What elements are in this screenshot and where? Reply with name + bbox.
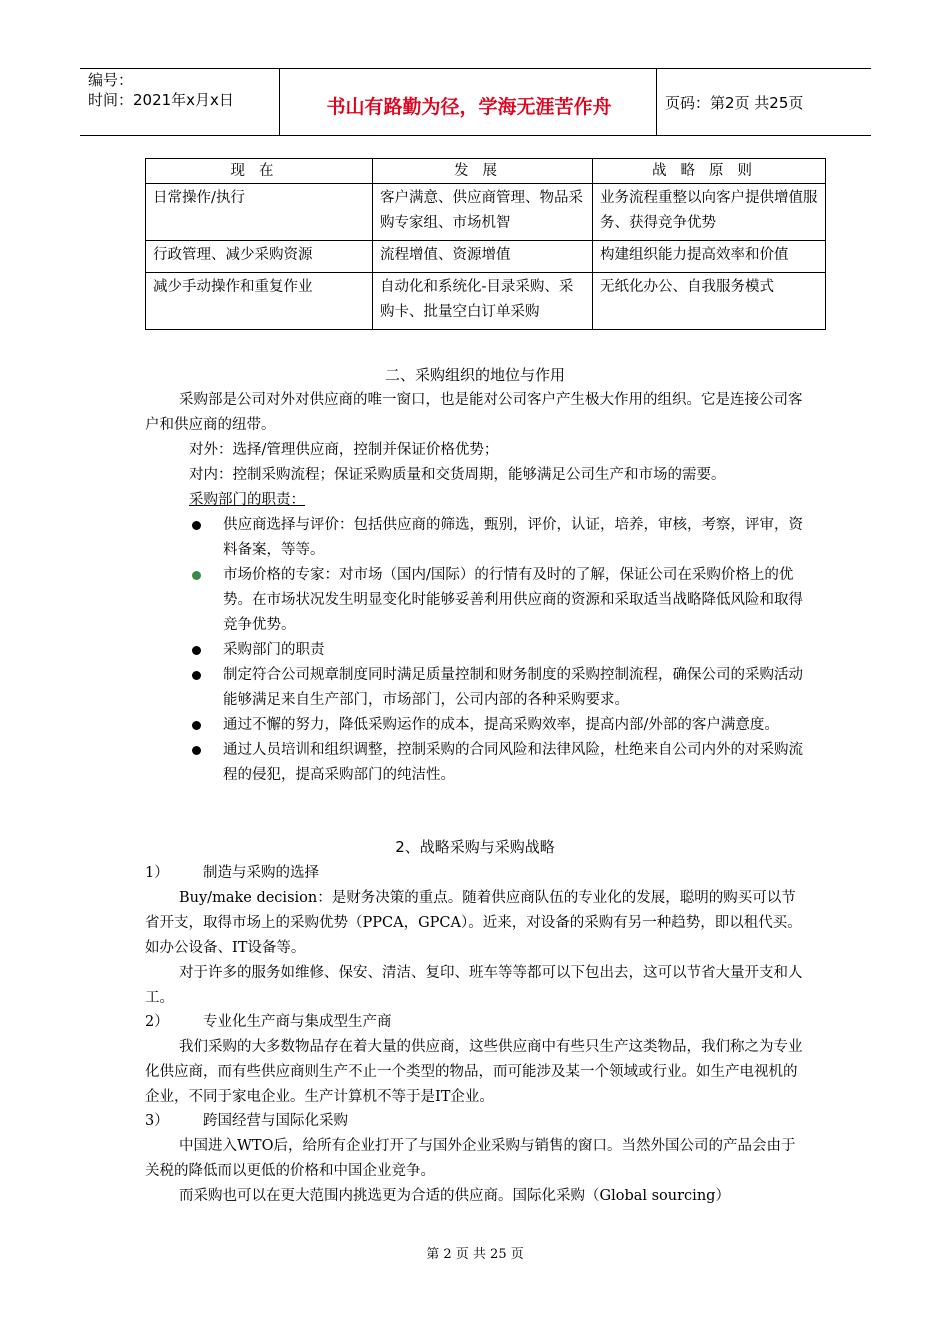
table-header-cell: 现在 xyxy=(146,159,373,184)
item3-title: 跨国经营与国际化采购 xyxy=(203,1113,348,1129)
table-cell: 业务流程重整以向客户提供增值服务、获得竞争优势 xyxy=(593,184,826,241)
table-row xyxy=(146,241,826,273)
item3-paragraph-2: 而采购也可以在更大范围内挑选更为合适的供应商。国际化采购（Global sourcing） xyxy=(179,1188,730,1204)
item1-paragraph-2: 对于许多的服务如维修、保安、清洁、复印、班车等等都可以下包出去，这可以节省大量开支和人工。 xyxy=(145,965,803,1006)
bullet-icon xyxy=(192,521,201,530)
item2-number: 2） xyxy=(145,1014,169,1030)
external-duty-line: 对外：选择/管理供应商，控制并保证价格优势； xyxy=(189,442,499,458)
item2-heading xyxy=(145,1011,392,1033)
table-header-row xyxy=(146,159,826,184)
table-row xyxy=(146,184,826,241)
table-row xyxy=(146,273,826,330)
list-item-text: 制定符合公司规章制度同时满足质量控制和财务制度的采购控制流程，确保公司的采购活动能够满足来自生产部门，市场部门，公司内部的各种采购要求。 xyxy=(223,667,803,708)
header-divider-right xyxy=(656,68,657,136)
item2-title: 专业化生产商与集成型生产商 xyxy=(203,1014,392,1030)
header-top-rule xyxy=(80,68,871,69)
table-cell: 流程增值、资源增值 xyxy=(373,241,593,273)
section-title: 二、采购组织的地位与作用 xyxy=(384,366,565,384)
section-intro: 采购部是公司对外对供应商的唯一窗口，也是能对公司客户产生极大作用的组织。它是连接公司客户和供应商的纽带。 xyxy=(145,392,803,433)
table-cell: 行政管理、减少采购资源 xyxy=(146,241,373,273)
list-item-text: 采购部门的职责 xyxy=(223,642,325,658)
list-item xyxy=(145,713,807,738)
item3-paragraph: 中国进入WTO后，给所有企业打开了与国外企业采购与销售的窗口。当然外国公司的产品会由于关税的降低而以更低的价格和中国企业竞争。 xyxy=(145,1138,796,1179)
doc-number-label: 编号： xyxy=(88,71,134,89)
bullet-icon xyxy=(192,646,201,655)
item1-paragraph: Buy/make decision：是财务决策的重点。随着供应商队伍的专业化的发展，聪明的购买可以节省开支，取得市场上的采购优势（PPCA，GPCA）。近来，对设备的采购有另一种趋势，即以租代买。如办公设备、IT设备等。 xyxy=(145,890,802,956)
table-header-cell: 发展 xyxy=(373,159,593,184)
list-item-text: 通过人员培训和组织调整，控制采购的合同风险和法律风险，杜绝来自公司内外的对采购流程的侵犯，提高采购部门的纯洁性。 xyxy=(223,742,803,783)
table-cell: 减少手动操作和重复作业 xyxy=(146,273,373,330)
doc-date-label: 时间：2021年x月x日 xyxy=(88,91,234,109)
table-cell: 客户满意、供应商管理、物品采购专家组、市场机智 xyxy=(373,184,593,241)
list-item xyxy=(145,663,807,713)
subsection-title: 2、战略采购与采购战略 xyxy=(395,838,555,856)
list-item-text: 供应商选择与评价：包括供应商的筛选，甄别，评价，认证，培养，审核，考察，评审，资料备案，等等。 xyxy=(223,517,803,558)
internal-duty-line: 对内：控制采购流程；保证采购质量和交货周期，能够满足公司生产和市场的需要。 xyxy=(189,467,726,483)
table-cell: 无纸化办公、自我服务模式 xyxy=(593,273,826,330)
header-divider-left xyxy=(279,68,280,136)
page-number-label: 页码：第2页 共25页 xyxy=(665,94,804,112)
duties-list xyxy=(145,513,807,788)
bullet-icon xyxy=(192,671,201,680)
table-cell: 日常操作/执行 xyxy=(146,184,373,241)
duties-label: 采购部门的职责： xyxy=(189,492,305,508)
list-item-text: 市场价格的专家：对市场（国内/国际）的行情有及时的了解，保证公司在采购价格上的优势。在市场状况发生明显变化时能够妥善利用供应商的资源和采取适当战略降低风险和取得竞争优势。 xyxy=(223,567,803,633)
bullet-icon xyxy=(192,746,201,755)
table-cell: 构建组织能力提高效率和价值 xyxy=(593,241,826,273)
table-cell: 自动化和系统化-目录采购、采购卡、批量空白订单采购 xyxy=(373,273,593,330)
list-item xyxy=(145,638,807,663)
bullet-icon xyxy=(192,571,201,580)
list-item xyxy=(145,738,807,788)
item2-paragraph: 我们采购的大多数物品存在着大量的供应商，这些供应商中有些只生产这类物品，我们称之为专业化供应商，而有些供应商则生产不止一个类型的物品，而可能涉及某一个领域或行业。如生产电视机的企业，不同于家电企业。生产计算机不等于是IT企业。 xyxy=(145,1039,803,1105)
item3-heading xyxy=(145,1110,348,1132)
table-header-cell: 战略原则 xyxy=(593,159,826,184)
item3-number: 3） xyxy=(145,1113,169,1129)
header-bottom-rule xyxy=(80,135,871,136)
bullet-icon xyxy=(192,721,201,730)
list-item xyxy=(145,563,807,638)
item1-number: 1） xyxy=(145,865,169,881)
item1-heading xyxy=(145,862,319,884)
list-item-text: 通过不懈的努力，降低采购运作的成本，提高采购效率，提高内部/外部的客户满意度。 xyxy=(223,717,779,733)
list-item xyxy=(145,513,807,563)
strategy-table xyxy=(145,158,826,330)
header-motto: 书山有路勤为径，学海无涯苦作舟 xyxy=(326,96,612,118)
item1-title: 制造与采购的选择 xyxy=(203,865,319,881)
page-footer: 第 2 页 共 25 页 xyxy=(426,1247,524,1262)
